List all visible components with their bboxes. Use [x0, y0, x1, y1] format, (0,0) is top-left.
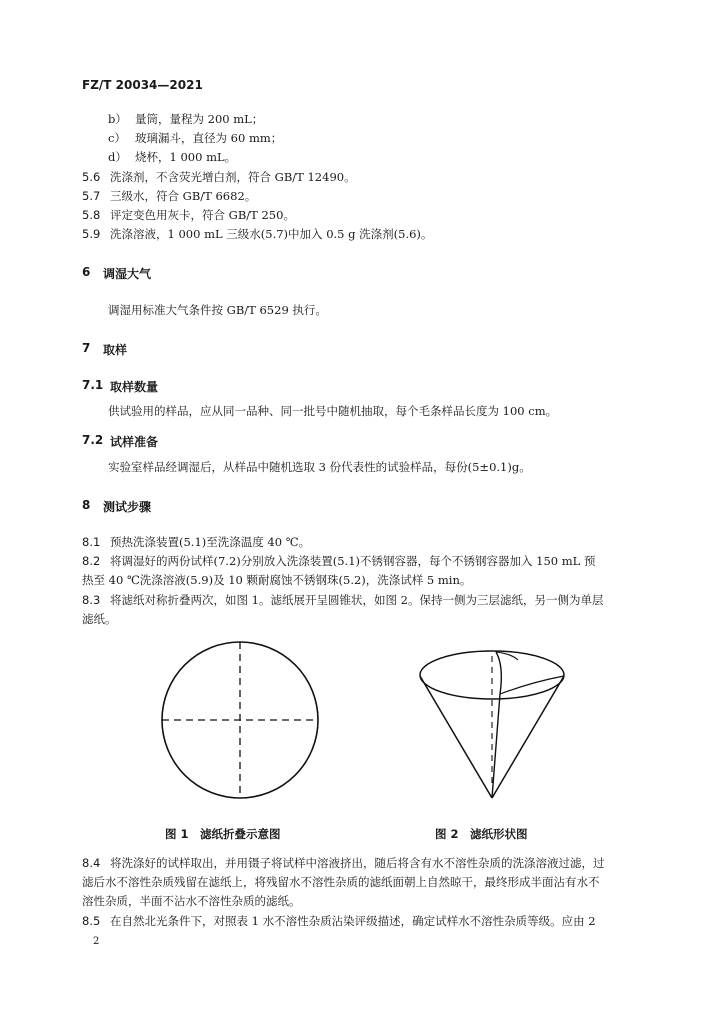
figure-1-caption: 图 1 滤纸折叠示意图: [165, 827, 281, 841]
list-item-label: d）: [108, 150, 127, 164]
clause-number: 8.2: [82, 554, 101, 568]
list-item-text: 量筒，量程为 200 mL；: [135, 112, 264, 126]
clause-number: 8.3: [82, 593, 101, 607]
list-item-text: 烧杯，1 000 mL。: [135, 150, 237, 164]
clause-number: 5.8: [82, 208, 101, 222]
subsection-title: 取样数量: [110, 380, 159, 394]
section-title: 取样: [103, 343, 128, 357]
clause-number: 5.6: [82, 170, 101, 184]
clause-text: 三级水，符合 GB/T 6682。: [110, 189, 257, 203]
cone-side-right: [492, 676, 564, 798]
clause-text-line1: 将滤纸对称折叠两次，如图 1。滤纸展开呈圆锥状，如图 2。保持一侧为三层滤纸，另一侧为单层: [110, 593, 604, 607]
subsection-number: 7.2: [82, 433, 104, 447]
cone-side-left: [420, 676, 492, 798]
flap-edge: [492, 652, 501, 798]
subsection-body: 实验室样品经调湿后，从样品中随机选取 3 份代表性的试验样品，每份(5±0.1)g。: [108, 460, 531, 474]
clause-number: 8.4: [82, 856, 101, 870]
clause-text: 洗涤剂，不含荧光增白剂，符合 GB/T 12490。: [110, 170, 356, 184]
list-item-label: c）: [108, 131, 126, 145]
clause-text: 预热洗涤装置(5.1)至洗涤温度 40 ℃。: [110, 535, 311, 549]
figure-1-folded-filter: [160, 636, 320, 804]
clause-text-line2: 滤纸。: [82, 612, 117, 626]
subsection-number: 7.1: [82, 378, 104, 392]
section-number: 6: [82, 265, 91, 279]
clause-text-line2: 热至 40 ℃洗涤溶液(5.9)及 10 颗耐腐蚀不锈钢珠(5.2)，洗涤试样 5 min。: [82, 573, 472, 587]
standard-code: FZ/T 20034—2021: [82, 78, 203, 92]
list-item-text: 玻璃漏斗，直径为 60 mm；: [135, 131, 283, 145]
section-body: 调湿用标准大气条件按 GB/T 6529 执行。: [108, 303, 327, 317]
clause-text-line1: 将调湿好的两份试样(7.2)分别放入洗涤装置(5.1)不锈钢容器，每个不锈钢容器加入 150 mL 预: [110, 554, 596, 568]
subsection-body: 供试验用的样品，应从同一品种、同一批号中随机抽取，每个毛条样品长度为 100 cm。: [108, 404, 558, 418]
page-number: 2: [93, 936, 100, 947]
list-item-label: b）: [108, 112, 127, 126]
figure-2-cone-filter: [412, 636, 572, 804]
section-title: 测试步骤: [103, 500, 152, 514]
clause-number: 8.1: [82, 535, 101, 549]
subsection-title: 试样准备: [110, 435, 159, 449]
clause-text-line3: 溶性杂质，半面不沾水不溶性杂质的滤纸。: [82, 894, 301, 908]
clause-text: 洗涤溶液，1 000 mL 三级水(5.7)中加入 0.5 g 洗涤剂(5.6)。: [110, 227, 433, 241]
section-number: 7: [82, 341, 91, 355]
clause-number: 8.5: [82, 914, 101, 928]
clause-number: 5.9: [82, 227, 101, 241]
clause-text-line1: 将洗涤好的试样取出，并用镊子将试样中溶液挤出，随后将含有水不溶性杂质的洗涤溶液过滤，过: [110, 856, 605, 870]
section-title: 调湿大气: [103, 267, 152, 281]
clause-text: 评定变色用灰卡，符合 GB/T 250。: [110, 208, 295, 222]
clause-number: 5.7: [82, 189, 101, 203]
section-number: 8: [82, 498, 91, 512]
clause-text-line1: 在自然北光条件下，对照表 1 水不溶性杂质沾染评级描述，确定试样水不溶性杂质等级。应由 2: [110, 914, 596, 928]
clause-text-line2: 滤后水不溶性杂质残留在滤纸上，将残留水不溶性杂质的滤纸面朝上自然晾干，最终形成半面沾有水不: [82, 875, 600, 889]
figure-2-caption: 图 2 滤纸形状图: [435, 827, 528, 841]
